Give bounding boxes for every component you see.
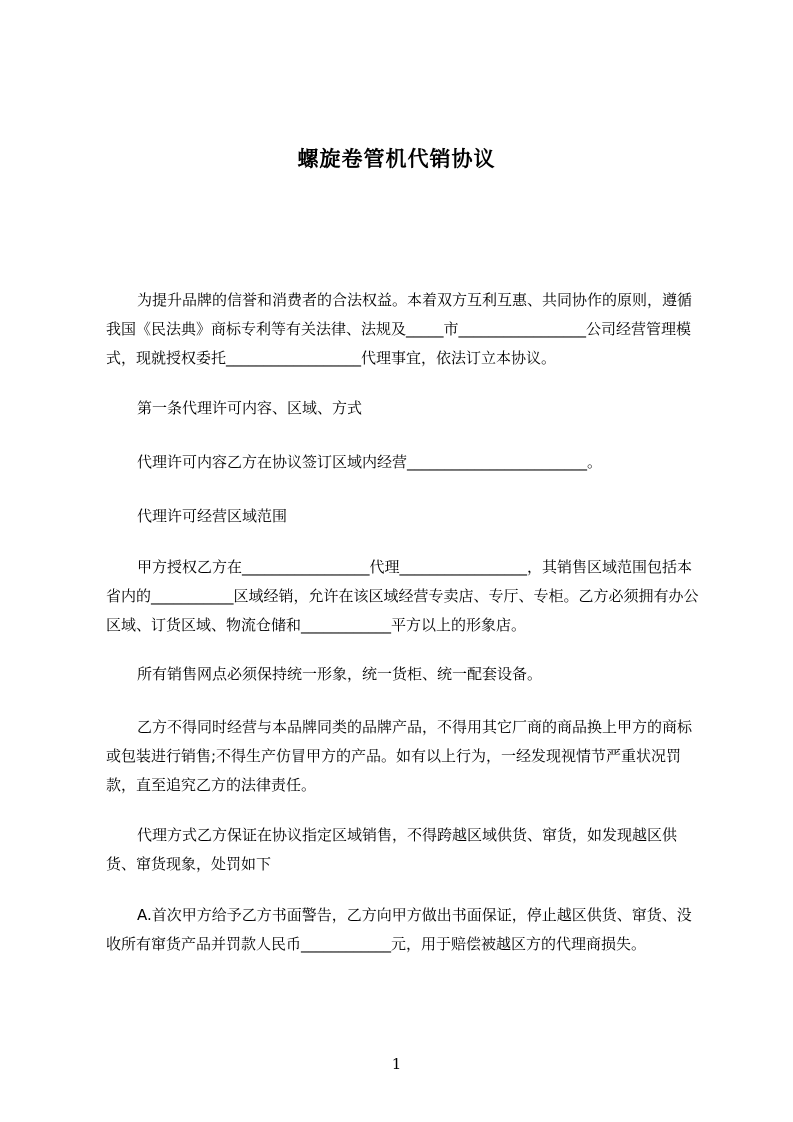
document-title: 螺旋卷管机代销协议	[297, 147, 496, 171]
region-heading: 代理许可经营区域范围	[137, 507, 288, 525]
region-scope-paragraph: 甲方授权乙方在_________________代理_________________，其销售区域范围包括本省内的___________区域经销，允许在该区域经营专卖店、专厅、专柜。乙方必须拥有办公区域、订货区域、物流仓储和____________平方以上的形象店。	[106, 558, 699, 634]
section-heading-article-1: 第一条代理许可内容、区域、方式	[137, 399, 363, 417]
agency-method-paragraph: 代理方式乙方保证在协议指定区域销售，不得跨越区域供货、窜货，如发现越区供货、窜货现象，处罚如下	[106, 826, 678, 873]
intro-paragraph: 为提升品牌的信誉和消费者的合法权益。本着双方互利互惠、共同协作的原则，遵循我国《民法典》商标专利等有关法律、法规及_____市_________________公司经营管理模式，现就授权委托__________________代理事宜，依法订立本协议。	[106, 291, 693, 367]
page-number: 1	[391, 1055, 402, 1073]
license-content-paragraph: 代理许可内容乙方在协议签订区域内经营________________________。	[137, 453, 603, 471]
prohibition-paragraph: 乙方不得同时经营与本品牌同类的品牌产品，不得用其它厂商的商品换上甲方的商标或包装进行销售;不得生产仿冒甲方的产品。如有以上行为，一经发现视情节严重状况罚款，直至追究乙方的法律责任。	[106, 718, 693, 794]
penalty-a-paragraph: A.首次甲方给予乙方书面警告，乙方向甲方做出书面保证，停止越区供货、窜货、没收所有窜货产品并罚款人民币____________元，用于赔偿被越区方的代理商损失。	[106, 906, 692, 953]
unified-image-paragraph: 所有销售网点必须保持统一形象，统一货柜、统一配套设备。	[137, 665, 543, 683]
